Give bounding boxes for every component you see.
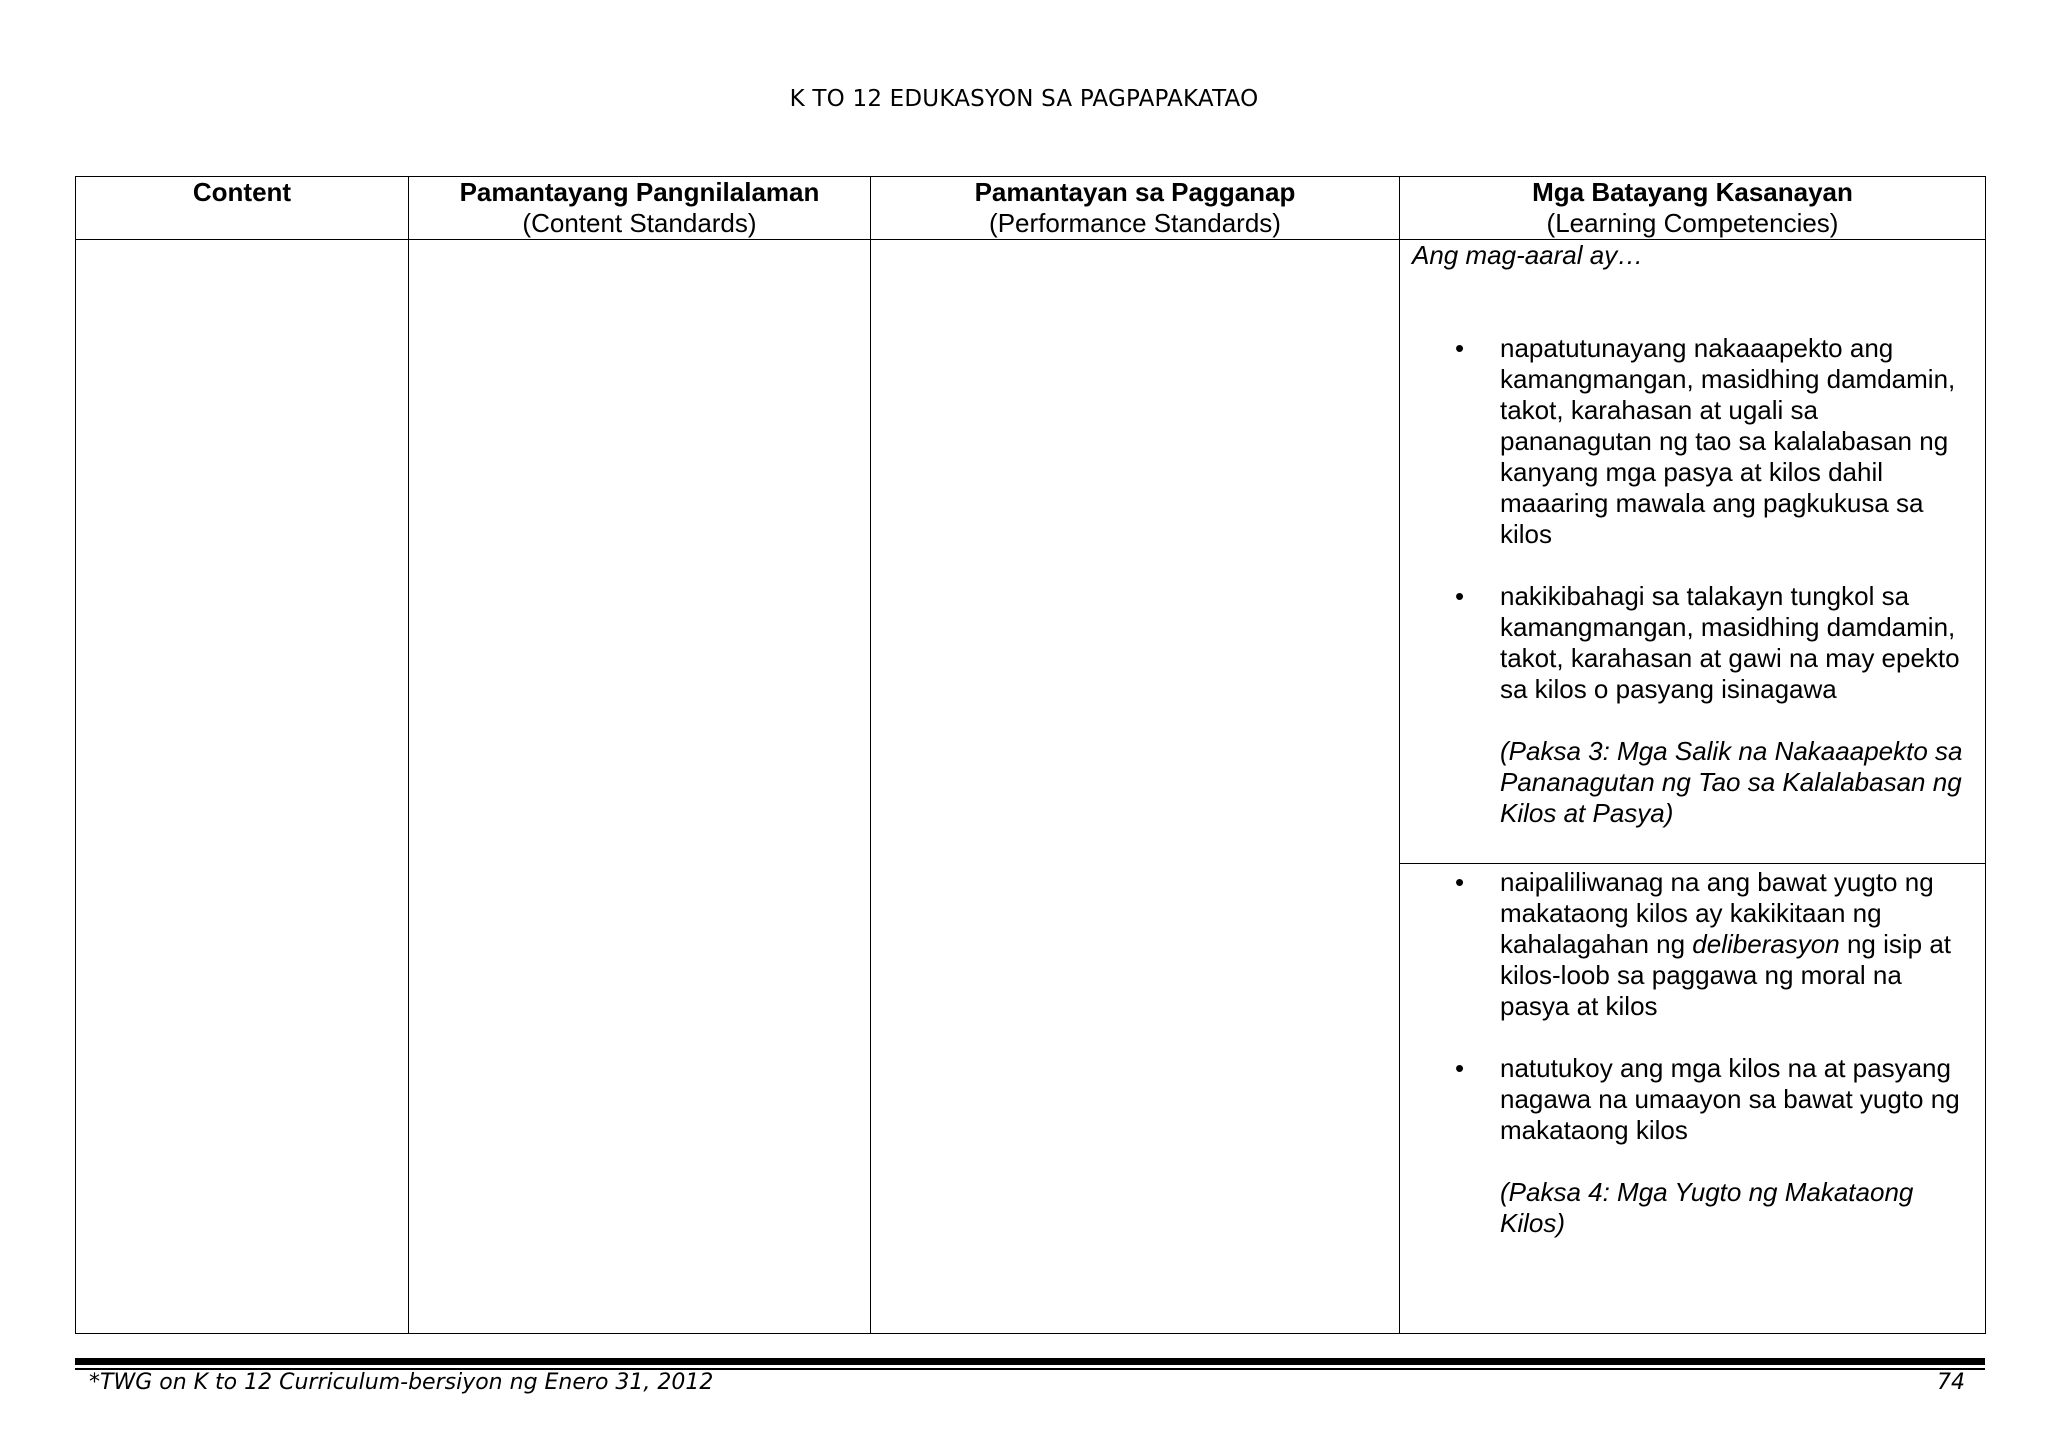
header-content-standards-subtitle: (Content Standards): [522, 208, 757, 238]
header-content-title: Content: [192, 177, 292, 207]
learning-competencies-cell: [1400, 240, 1986, 864]
topic-label: (Paksa 4: Mga Yugto ng Makataong Kilos): [1500, 1176, 1914, 1238]
header-content-standards: [409, 177, 871, 240]
bullet-icon: •: [1455, 1052, 1465, 1083]
competency-text-part: ng isip at kilos-loob sa paggawa ng moral na pasya at kilos: [1500, 928, 1952, 1021]
competency-text: nakikibahagi sa talakayn tungkol sa kamangmangan, masidhing damdamin, takot, karahasan at gawi na may epekto sa kilos o pasyang isinagawa: [1500, 581, 1960, 705]
learning-competencies-cell: [1400, 863, 1986, 1333]
list-item: [1412, 1053, 1975, 1146]
curriculum-table: [75, 176, 1986, 1334]
competency-list: [1412, 867, 1975, 1146]
competency-emphasis: deliberasyon: [1692, 928, 1840, 959]
content-standards-cell: [409, 240, 871, 1334]
header-learning-competencies-subtitle: (Learning Competencies): [1546, 208, 1839, 238]
header-learning-competencies-title: Mga Batayang Kasanayan: [1532, 177, 1853, 207]
page-title: K TO 12 EDUKASYON SA PAGPAPAKATAO: [789, 86, 1259, 112]
header-performance-standards: [871, 177, 1400, 240]
list-item: [1412, 581, 1975, 705]
table-header-row: [76, 177, 1986, 240]
bullet-icon: •: [1455, 581, 1465, 612]
performance-standards-cell: [871, 240, 1400, 1334]
list-item: [1412, 867, 1975, 1022]
page-number: 74: [1937, 1370, 1965, 1395]
competency-text-part: naipaliliwanag na ang bawat yugto ng makataong kilos ay kakikitaan ng kahalagahan ng: [1500, 866, 1934, 959]
content-cell: [76, 240, 409, 1334]
footer-rule-thick: [75, 1358, 1985, 1365]
list-item: [1412, 333, 1975, 550]
footer-note: *TWG on K to 12 Curriculum-bersiyon ng Enero 31, 2012: [89, 1370, 714, 1395]
header-performance-standards-title: Pamantayan sa Pagganap: [974, 177, 1296, 207]
competency-text: napatutunayang nakaaapekto ang kamangmangan, masidhing damdamin, takot, karahasan at ugali sa pananagutan ng tao sa kalalabasan ng kanyang mga pasya at kilos dahil maaaring mawala ang pagkukusa sa kilos: [1500, 333, 1956, 550]
header-content-standards-title: Pamantayang Pangnilalaman: [459, 177, 820, 207]
table-row: [76, 240, 1986, 864]
header-content: [76, 177, 409, 240]
bullet-icon: •: [1455, 333, 1465, 364]
topic-label: (Paksa 3: Mga Salik na Nakaaapekto sa Pananagutan ng Tao sa Kalalabasan ng Kilos at Pasya): [1500, 736, 1963, 829]
bullet-icon: •: [1455, 866, 1465, 897]
competency-text: [1500, 867, 1951, 1021]
header-performance-standards-subtitle: (Performance Standards): [989, 208, 1281, 238]
competency-text: natutukoy ang mga kilos na at pasyang nagawa na umaayon sa bawat yugto ng makataong kilos: [1500, 1052, 1960, 1145]
competency-list: [1412, 333, 1975, 705]
intro-text: Ang mag-aaral ay…: [1412, 240, 1644, 271]
header-learning-competencies: [1400, 177, 1986, 240]
